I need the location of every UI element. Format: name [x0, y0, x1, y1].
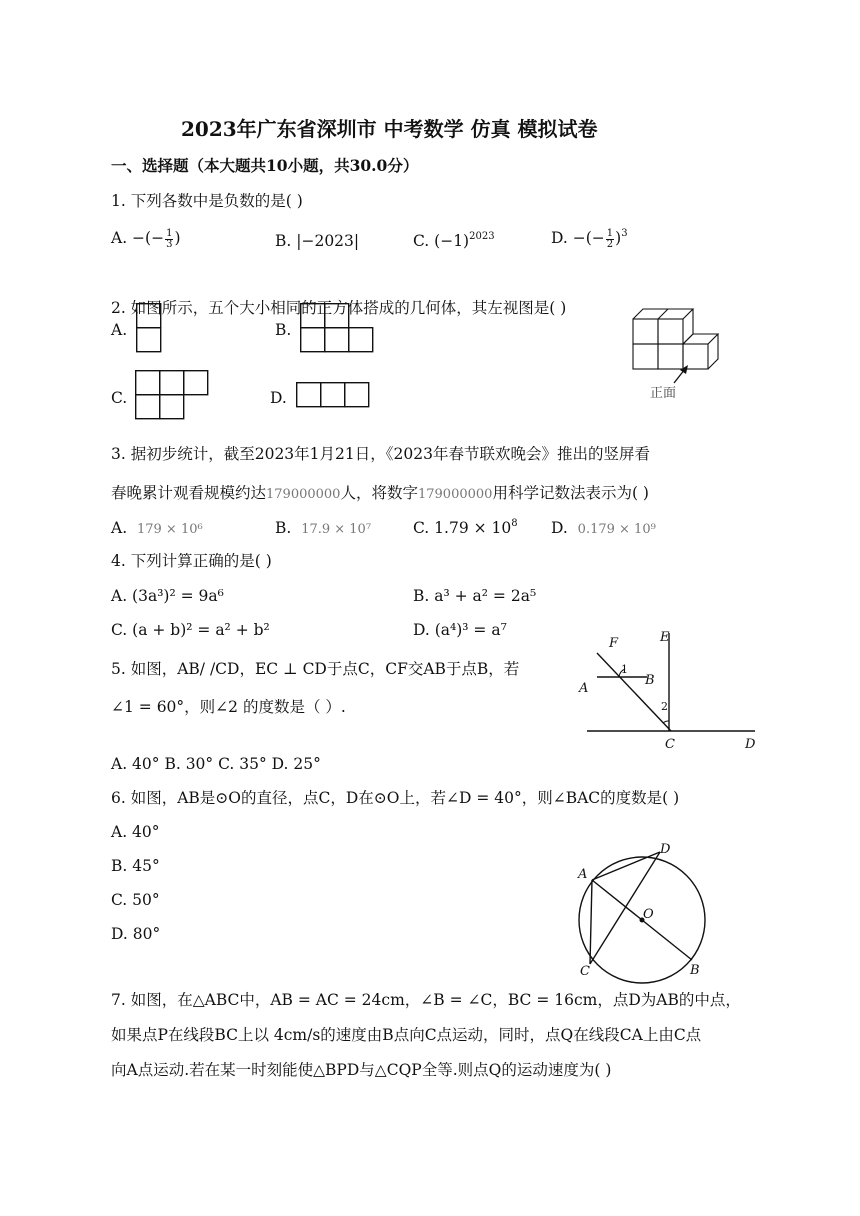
q5-figure: [575, 625, 765, 755]
q5-options[interactable]: A. 40° B. 30° C. 35° D. 25°: [111, 755, 321, 773]
q1-option-b[interactable]: B. |−2023|: [275, 232, 360, 250]
section-heading: 一、选择题（本大题共10小题，共30.0分）: [111, 156, 419, 175]
q6-label-a: A: [578, 867, 588, 882]
q2-option-b-figure: [300, 303, 376, 353]
q6-option-a[interactable]: A. 40°: [111, 823, 160, 841]
q4-stem: 4. 下列计算正确的是( ): [111, 552, 272, 570]
q1-option-d[interactable]: D. −(− $\frac{1}{2}$ )$^3$: [551, 227, 628, 250]
q3-line2: 春晚累计观看规模约达179000000人，将数字179000000用科学记数法表示为( ): [111, 484, 649, 502]
q2-option-d-label[interactable]: D.: [270, 389, 287, 407]
q2-solid-figure: [630, 305, 730, 405]
q3-option-a[interactable]: A. 179 × 10⁶: [111, 519, 203, 537]
q5-label-2: 2: [661, 700, 668, 713]
q7-line3: 向A点运动.若在某一时刻能使△BPD与△CQP全等.则点Q的运动速度为( ): [111, 1061, 612, 1079]
q6-label-d: D: [660, 842, 671, 857]
q2-option-a-figure: [136, 303, 162, 353]
q4-option-a[interactable]: A. (3a³)² = 9a⁶: [111, 587, 224, 605]
q1-option-a[interactable]: A. −(− $\frac{1}{3}$ ): [111, 227, 181, 250]
q2-option-c-label[interactable]: C.: [111, 389, 128, 407]
q5-label-1: 1: [621, 663, 628, 676]
q4-option-b[interactable]: B. a³ + a² = 2a⁵: [413, 587, 537, 605]
q5-label-d: D: [745, 737, 756, 752]
q3-option-d[interactable]: D. 0.179 × 10⁹: [551, 519, 656, 537]
q1-option-c[interactable]: C. $(-1)^{2023}$: [413, 231, 495, 250]
q6-option-c[interactable]: C. 50°: [111, 891, 160, 909]
q6-label-o: O: [643, 907, 654, 922]
q3-option-c[interactable]: C. $1.79 \times 10^8$: [413, 518, 518, 537]
q5-label-f: F: [609, 636, 619, 651]
page-title: 2023年广东省深圳市 中考数学 仿真 模拟试卷: [181, 117, 598, 141]
q6-option-d[interactable]: D. 80°: [111, 925, 161, 943]
q2-option-c-figure: [135, 370, 211, 420]
q6-option-b[interactable]: B. 45°: [111, 857, 160, 875]
q2-option-b-label[interactable]: B.: [275, 321, 292, 339]
q3-option-b[interactable]: B. 17.9 × 10⁷: [275, 519, 372, 537]
q6-label-c: C: [580, 964, 590, 979]
q5-label-b: B: [645, 673, 655, 688]
q3-line1: 3. 据初步统计，截至2023年1月21日，《2023年春节联欢晚会》推出的竖屏看: [111, 445, 650, 463]
q6-label-b: B: [690, 963, 700, 978]
q4-option-c[interactable]: C. (a + b)² = a² + b²: [111, 621, 270, 639]
q1-stem: 1. 下列各数中是负数的是( ): [111, 192, 303, 210]
q7-line2: 如果点P在线段BC上以 4cm/s的速度由B点向C点运动，同时，点Q在线段CA上由C点: [111, 1026, 702, 1044]
q7-line1: 7. 如图，在△ABC中，AB = AC = 24cm，∠B = ∠C，BC = 16cm，点D为AB的中点，: [111, 991, 741, 1009]
q5-label-a: A: [579, 681, 589, 696]
q6-stem: 6. 如图，AB是⊙O的直径，点C，D在⊙O上，若∠D = 40°，则∠BAC的度数是( ): [111, 789, 680, 807]
q2-stem: 2. 如图所示，五个大小相同的正方体搭成的几何体，其左视图是( ): [111, 299, 567, 317]
q2-front-label: 正面: [650, 386, 677, 401]
q4-option-d[interactable]: D. (a⁴)³ = a⁷: [413, 621, 507, 639]
q5-line1: 5. 如图，AB/ /CD，EC ⊥ CD于点C，CF交AB于点B，若: [111, 660, 520, 678]
q6-figure: [570, 838, 720, 983]
q2-option-d-figure: [296, 382, 372, 408]
q5-label-c: C: [665, 737, 675, 752]
q5-line2: ∠1 = 60°，则∠2 的度数是（ ）.: [111, 698, 346, 716]
q5-label-e: E: [660, 630, 670, 645]
q2-option-a-label[interactable]: A.: [111, 321, 128, 339]
